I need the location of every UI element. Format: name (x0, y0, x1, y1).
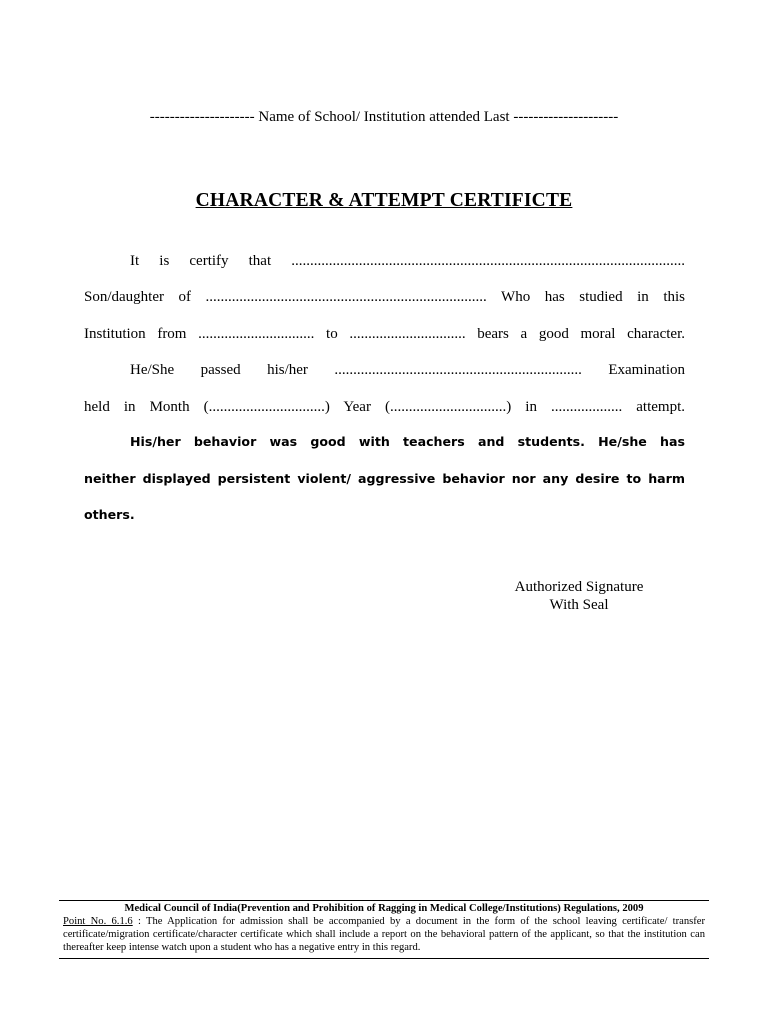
behavior-line-3: others. (84, 507, 135, 522)
behavior-line-2: neither displayed persistent violent/ aggressive behavior nor any desire to harm (84, 471, 685, 486)
certify-line: It is certify that ......................................................................................................... (130, 253, 685, 269)
footer-point-label: Point No. 6.1.6 (63, 916, 133, 927)
footer-regulation-note (59, 900, 709, 959)
certificate-title: CHARACTER & ATTEMPT CERTIFICTE (195, 190, 573, 211)
held-in-month-line: held in Month (...............................) Year (...............................) in ................... attempt. (84, 399, 685, 415)
son-daughter-line: Son/daughter of ........................................................................... Who has studied in this (84, 289, 685, 305)
school-name-line: --------------------- Name of School/ Institution attended Last --------------------- (149, 109, 619, 125)
behavior-line-1: His/her behavior was good with teachers and students. He/she has (130, 434, 685, 449)
footer-text (59, 915, 709, 954)
authorized-signature (492, 578, 666, 614)
seal-label: With Seal (549, 597, 609, 613)
institution-from-line: Institution from ............................... to ............................... bears a good moral character. (84, 326, 685, 342)
footer-point-text: : The Application for admission shall be accompanied by a document in the form of the school leaving certificate/ transfer certificate/migration certificate/character certificate which shall include a report on the behavioral pattern of the applicant, so that the institution can thereafter keep intense watch upon a student who has a negative entry in this regard. (63, 916, 706, 953)
footer-title: Medical Council of India(Prevention and Prohibition of Ragging in Medical College/Institutions) Regulations, 2009 (124, 903, 644, 914)
passed-examination-line: He/She passed his/her .................................................................. Examination (130, 362, 685, 378)
signature-label: Authorized Signature (514, 579, 644, 595)
